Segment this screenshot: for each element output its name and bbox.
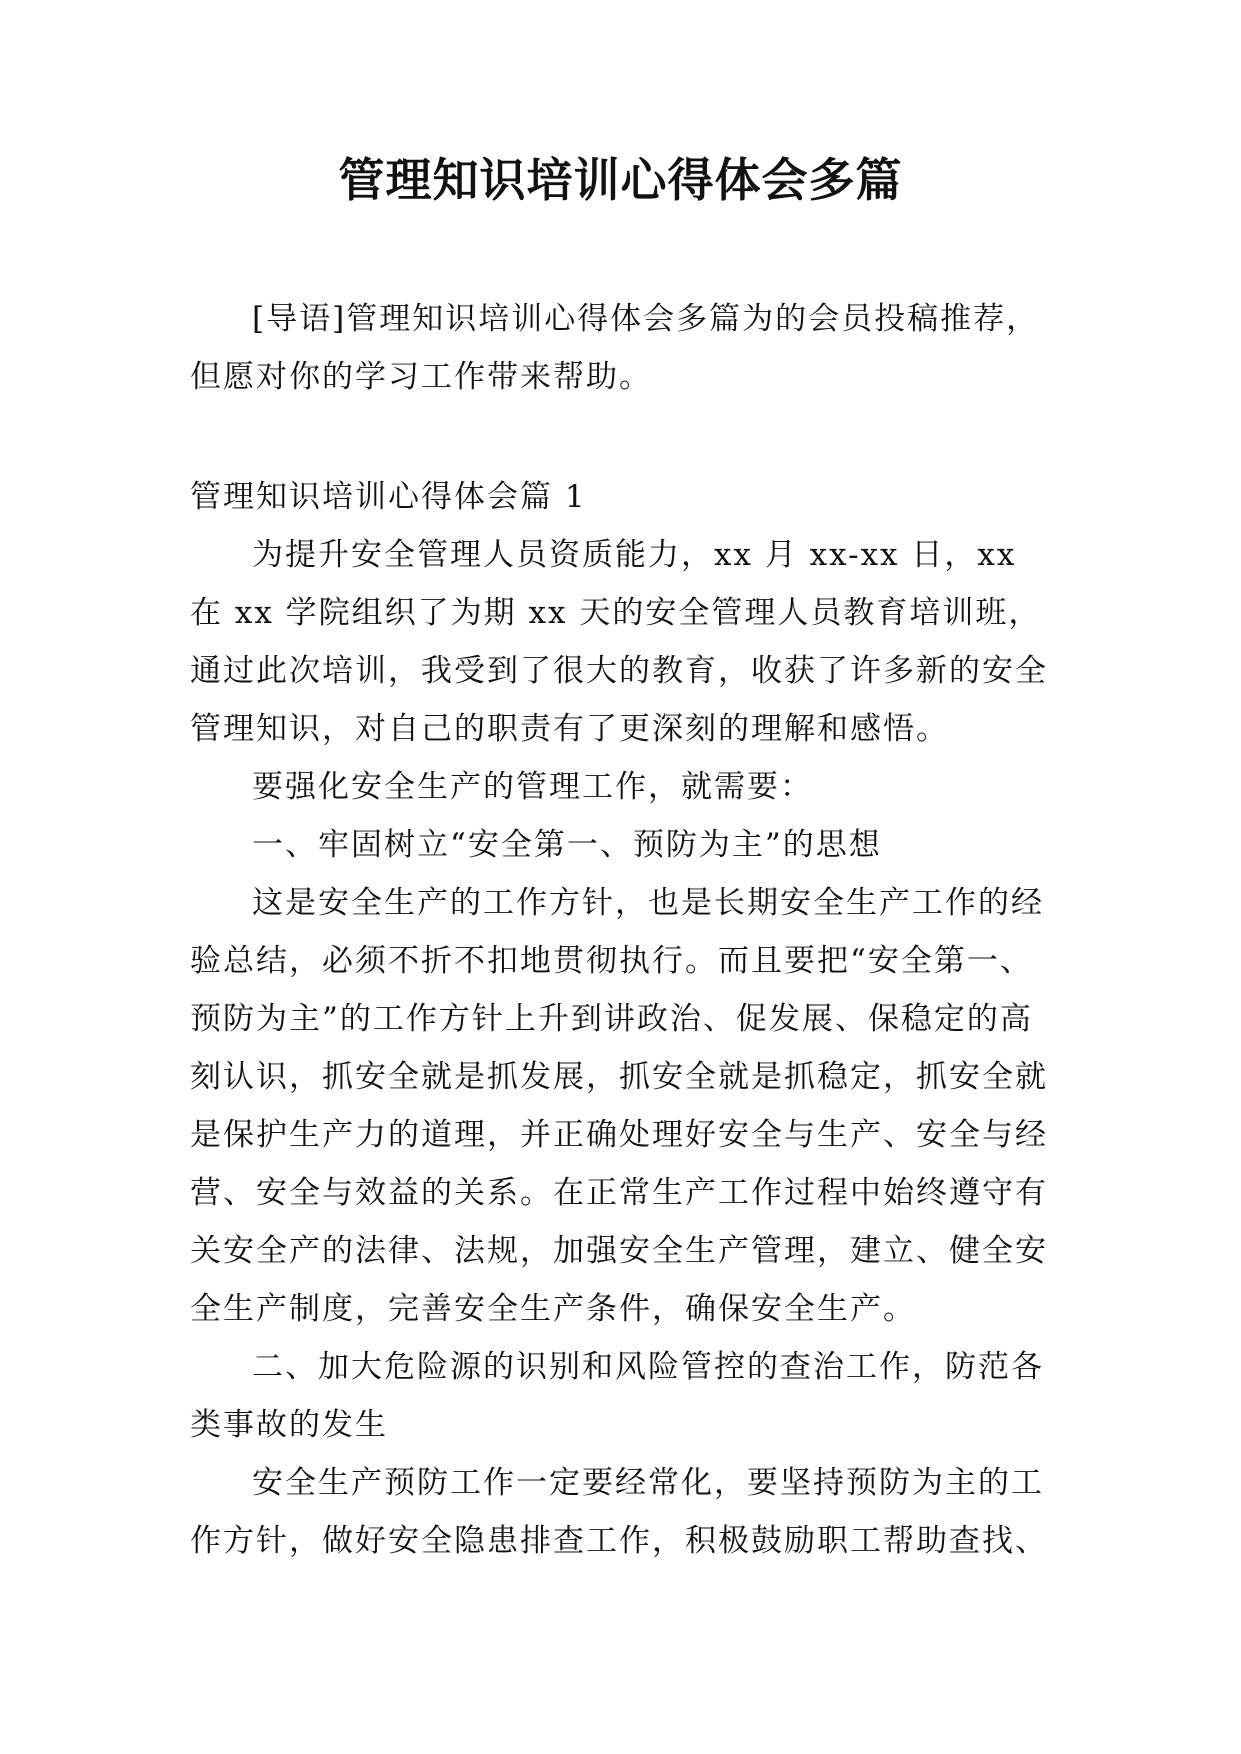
body-paragraph: 这是安全生产的工作方针，也是长期安全生产工作的经验总结，必须不折不扣地贯彻执行。而且要把“安全第一、预防为主”的工作方针上升到讲政治、促发展、保稳定的高刻认识，抓安全就是抓发展，抓安全就是抓稳定，抓安全就是保护生产力的道理，并正确处理好安全与生产、安全与经营、安全与效益的关系。在正常生产工作过程中始终遵守有关安全产的法律、法规，加强安全生产管理，建立、健全安全生产制度，完善安全生产条件，确保安全生产。	[190, 885, 1048, 1327]
intro-paragraph: [导语]管理知识培训心得体会多篇为的会员投稿推荐，但愿对你的学习工作带来帮助。	[190, 301, 1040, 395]
body-paragraph: 一、牢固树立“安全第一、预防为主”的思想	[252, 827, 882, 863]
body-paragraph: 安全生产预防工作一定要经常化，要坚持预防为主的工作方针，做好安全隐患排查工作，积极鼓励职工帮助查找、	[190, 1465, 1048, 1559]
section-heading: 管理知识培训心得体会篇 1	[190, 479, 587, 515]
body-paragraph: 二、加大危险源的识别和风险管控的查治工作，防范各类事故的发生	[190, 1349, 1044, 1443]
body-paragraph: 为提升安全管理人员资质能力，xx 月 xx-xx 日，xx 在 xx 学院组织了为期 xx 天的安全管理人员教育培训班，通过此次培训，我受到了很大的教育，收获了许多新的安全管理知识，对自己的职责有了更深刻的理解和感悟。	[190, 537, 1048, 747]
document-title: 管理知识培训心得体会多篇	[338, 153, 903, 207]
document-body	[190, 290, 1060, 1570]
body-paragraph: 要强化安全生产的管理工作，就需要：	[252, 769, 813, 805]
